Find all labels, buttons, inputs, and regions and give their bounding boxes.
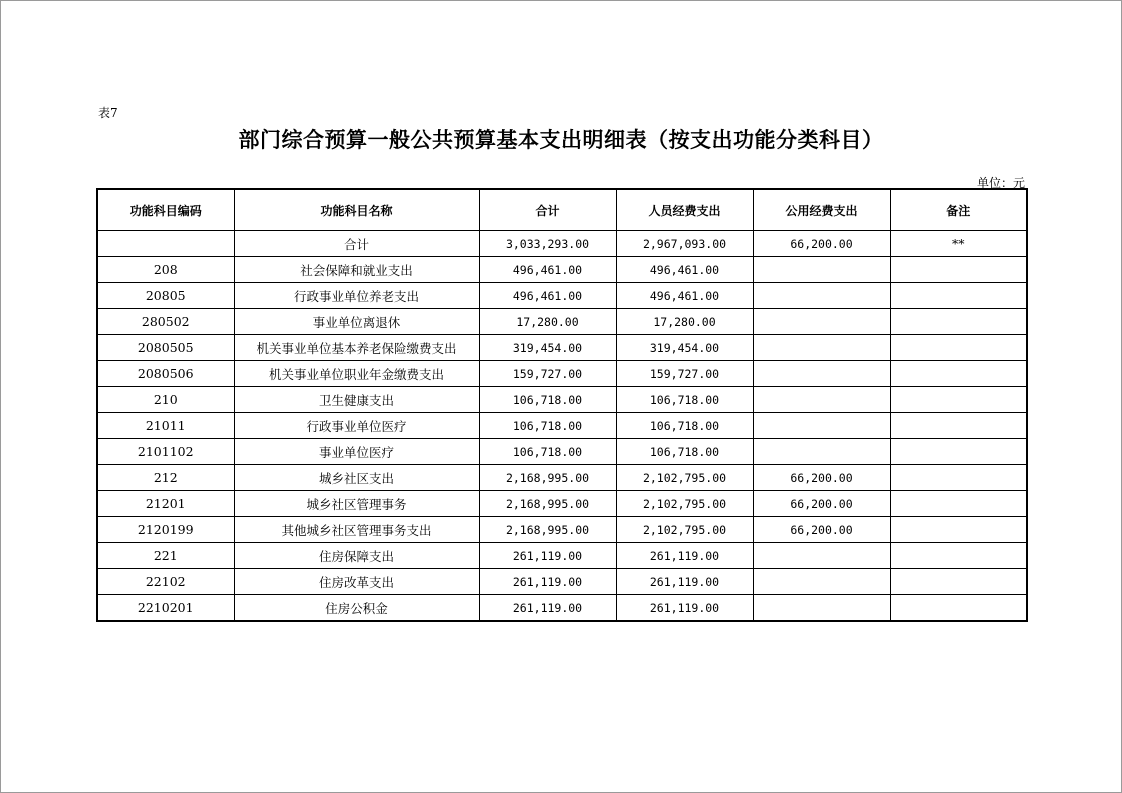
cell-note bbox=[890, 465, 1027, 491]
cell-total: 2,168,995.00 bbox=[479, 517, 616, 543]
cell-note bbox=[890, 413, 1027, 439]
cell-personnel: 2,967,093.00 bbox=[616, 231, 753, 257]
table-row bbox=[97, 361, 1027, 387]
cell-note bbox=[890, 595, 1027, 622]
cell-total: 17,280.00 bbox=[479, 309, 616, 335]
page-title: 部门综合预算一般公共预算基本支出明细表（按支出功能分类科目） bbox=[238, 128, 884, 152]
cell-personnel: 319,454.00 bbox=[616, 335, 753, 361]
cell-name: 机关事业单位职业年金缴费支出 bbox=[234, 361, 479, 387]
cell-personnel: 261,119.00 bbox=[616, 595, 753, 622]
cell-name: 住房改革支出 bbox=[234, 569, 479, 595]
cell-name: 卫生健康支出 bbox=[234, 387, 479, 413]
cell-total: 106,718.00 bbox=[479, 439, 616, 465]
cell-total: 496,461.00 bbox=[479, 283, 616, 309]
cell-public bbox=[753, 595, 890, 622]
cell-note bbox=[890, 439, 1027, 465]
cell-total: 261,119.00 bbox=[479, 595, 616, 622]
cell-personnel: 106,718.00 bbox=[616, 413, 753, 439]
cell-note bbox=[890, 491, 1027, 517]
cell-code: 210 bbox=[97, 387, 234, 413]
cell-personnel: 261,119.00 bbox=[616, 569, 753, 595]
cell-note bbox=[890, 335, 1027, 361]
table-header bbox=[97, 189, 1027, 231]
cell-total: 319,454.00 bbox=[479, 335, 616, 361]
cell-code: 21201 bbox=[97, 491, 234, 517]
cell-public bbox=[753, 543, 890, 569]
table-row bbox=[97, 413, 1027, 439]
table-row bbox=[97, 439, 1027, 465]
cell-note bbox=[890, 517, 1027, 543]
cell-note bbox=[890, 543, 1027, 569]
unit-label: 单位：元 bbox=[976, 176, 1025, 190]
cell-personnel: 17,280.00 bbox=[616, 309, 753, 335]
cell-name: 行政事业单位养老支出 bbox=[234, 283, 479, 309]
table-row bbox=[97, 283, 1027, 309]
cell-personnel: 2,102,795.00 bbox=[616, 465, 753, 491]
table-row bbox=[97, 309, 1027, 335]
cell-public: 66,200.00 bbox=[753, 231, 890, 257]
cell-public: 66,200.00 bbox=[753, 465, 890, 491]
cell-total: 106,718.00 bbox=[479, 413, 616, 439]
cell-name: 其他城乡社区管理事务支出 bbox=[234, 517, 479, 543]
cell-name: 城乡社区支出 bbox=[234, 465, 479, 491]
cell-personnel: 106,718.00 bbox=[616, 439, 753, 465]
cell-code: 2080505 bbox=[97, 335, 234, 361]
cell-name: 社会保障和就业支出 bbox=[234, 257, 479, 283]
cell-code bbox=[97, 231, 234, 257]
cell-name: 机关事业单位基本养老保险缴费支出 bbox=[234, 335, 479, 361]
cell-note bbox=[890, 387, 1027, 413]
total-row bbox=[97, 231, 1027, 257]
cell-personnel: 496,461.00 bbox=[616, 257, 753, 283]
header-public: 公用经费支出 bbox=[753, 189, 890, 231]
header-name: 功能科目名称 bbox=[234, 189, 479, 231]
table-row bbox=[97, 257, 1027, 283]
cell-note bbox=[890, 283, 1027, 309]
cell-name: 合计 bbox=[234, 231, 479, 257]
cell-public: 66,200.00 bbox=[753, 491, 890, 517]
cell-note bbox=[890, 309, 1027, 335]
expenditure-detail-table bbox=[96, 188, 1028, 622]
cell-public bbox=[753, 257, 890, 283]
table-body bbox=[97, 231, 1027, 622]
cell-code: 22102 bbox=[97, 569, 234, 595]
cell-public bbox=[753, 283, 890, 309]
cell-code: 20805 bbox=[97, 283, 234, 309]
cell-note bbox=[890, 361, 1027, 387]
cell-public bbox=[753, 569, 890, 595]
cell-total: 496,461.00 bbox=[479, 257, 616, 283]
table-row bbox=[97, 491, 1027, 517]
cell-note bbox=[890, 257, 1027, 283]
table-row bbox=[97, 517, 1027, 543]
table-row bbox=[97, 595, 1027, 622]
cell-code: 2101102 bbox=[97, 439, 234, 465]
cell-name: 住房保障支出 bbox=[234, 543, 479, 569]
cell-code: 2080506 bbox=[97, 361, 234, 387]
cell-public bbox=[753, 439, 890, 465]
table-row bbox=[97, 335, 1027, 361]
cell-name: 事业单位离退休 bbox=[234, 309, 479, 335]
cell-code: 212 bbox=[97, 465, 234, 491]
cell-total: 261,119.00 bbox=[479, 543, 616, 569]
table-row bbox=[97, 543, 1027, 569]
cell-public bbox=[753, 361, 890, 387]
table-row bbox=[97, 465, 1027, 491]
cell-total: 261,119.00 bbox=[479, 569, 616, 595]
cell-note: ** bbox=[890, 231, 1027, 257]
cell-personnel: 2,102,795.00 bbox=[616, 491, 753, 517]
cell-name: 事业单位医疗 bbox=[234, 439, 479, 465]
cell-public bbox=[753, 413, 890, 439]
header-personnel: 人员经费支出 bbox=[616, 189, 753, 231]
cell-code: 208 bbox=[97, 257, 234, 283]
cell-personnel: 496,461.00 bbox=[616, 283, 753, 309]
cell-total: 2,168,995.00 bbox=[479, 465, 616, 491]
cell-note bbox=[890, 569, 1027, 595]
cell-personnel: 261,119.00 bbox=[616, 543, 753, 569]
cell-name: 行政事业单位医疗 bbox=[234, 413, 479, 439]
header-note: 备注 bbox=[890, 189, 1027, 231]
cell-public: 66,200.00 bbox=[753, 517, 890, 543]
cell-personnel: 2,102,795.00 bbox=[616, 517, 753, 543]
cell-code: 2210201 bbox=[97, 595, 234, 622]
cell-name: 住房公积金 bbox=[234, 595, 479, 622]
cell-public bbox=[753, 309, 890, 335]
cell-code: 21011 bbox=[97, 413, 234, 439]
header-row bbox=[97, 189, 1027, 231]
table-row bbox=[97, 569, 1027, 595]
cell-personnel: 106,718.00 bbox=[616, 387, 753, 413]
table-number: 表7 bbox=[98, 106, 118, 120]
cell-public bbox=[753, 335, 890, 361]
cell-total: 2,168,995.00 bbox=[479, 491, 616, 517]
cell-code: 2120199 bbox=[97, 517, 234, 543]
cell-code: 280502 bbox=[97, 309, 234, 335]
header-total: 合计 bbox=[479, 189, 616, 231]
cell-total: 3,033,293.00 bbox=[479, 231, 616, 257]
cell-code: 221 bbox=[97, 543, 234, 569]
cell-public bbox=[753, 387, 890, 413]
cell-total: 106,718.00 bbox=[479, 387, 616, 413]
cell-total: 159,727.00 bbox=[479, 361, 616, 387]
cell-name: 城乡社区管理事务 bbox=[234, 491, 479, 517]
table-row bbox=[97, 387, 1027, 413]
cell-personnel: 159,727.00 bbox=[616, 361, 753, 387]
header-code: 功能科目编码 bbox=[97, 189, 234, 231]
